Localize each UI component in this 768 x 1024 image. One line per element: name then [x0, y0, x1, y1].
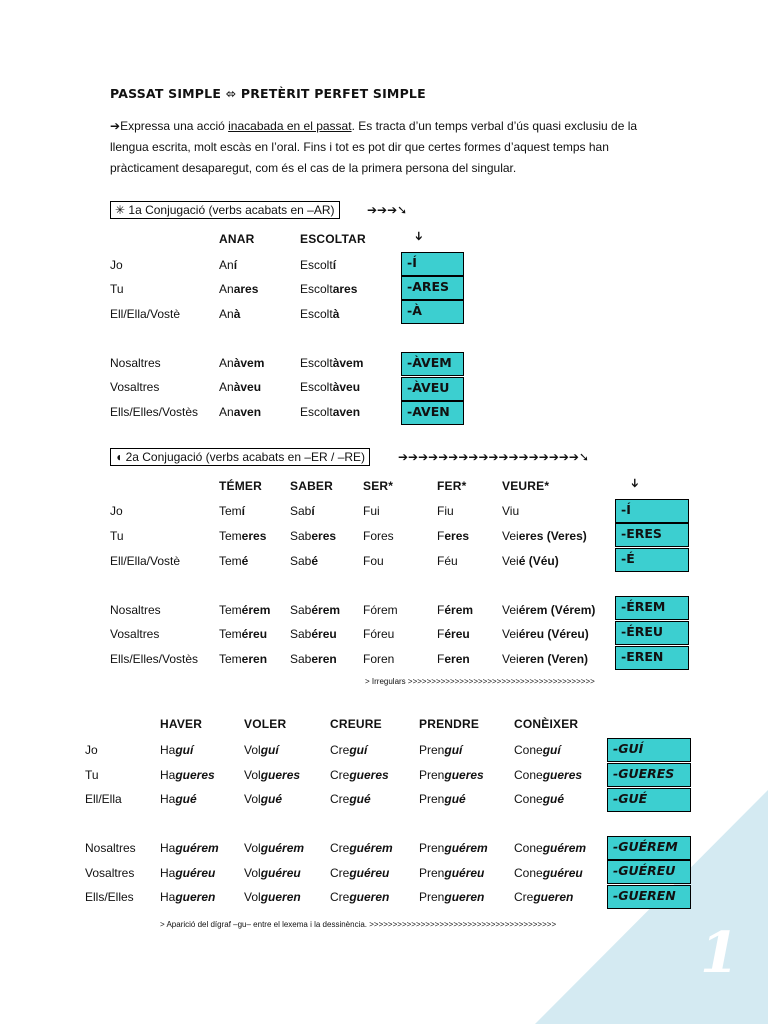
verb-form: Creguérem [330, 841, 393, 855]
ending-box: -GUÉREM [607, 836, 691, 860]
verb-form: Feres [437, 529, 470, 543]
verb-form: Sabéreu [290, 627, 337, 641]
verb-form: Fiu [437, 504, 454, 518]
verb-form: Creguéreu [330, 866, 390, 880]
irregular-header: PRENDRE [419, 717, 480, 731]
conj1-arrows-icon: ➔➔➔➘ [367, 203, 408, 217]
verb-form: Anàvem [219, 356, 265, 370]
verb-form: Veié (Véu) [502, 554, 559, 568]
verb-form: Féreu [437, 627, 470, 641]
verb-form: Aní [219, 258, 238, 272]
verb-form: Cregué [330, 792, 371, 806]
person-label: Tu [85, 768, 99, 782]
irregulars-note: > Irregulars >>>>>>>>>>>>>>>>>>>>>>>>>>>>>>>>>>>>>>>> [365, 677, 595, 686]
verb-form: Saberes [290, 529, 337, 543]
arrow-icon: ➔ [110, 119, 121, 133]
conj1-header: ANAR [219, 232, 255, 246]
verb-form: Cregueren [330, 890, 390, 904]
ending-box: -ÀVEU [401, 377, 464, 401]
verb-form: Temeres [219, 529, 267, 543]
ending-box: -Í [615, 499, 689, 523]
person-label: Ell/Ella/Vostè [110, 554, 181, 568]
conj2-arrows-icon: ➔➔➔➔➔➔➔➔➔➔➔➔➔➔➔➔➔➔➘ [398, 450, 590, 464]
verb-form: Conegué [514, 792, 565, 806]
verb-form: Veiéreu (Véreu) [502, 627, 589, 641]
verb-form: Volguí [244, 743, 279, 757]
conj2-header: TÉMER [219, 479, 262, 493]
verb-form: Temí [219, 504, 246, 518]
verb-form: Coneguéreu [514, 866, 583, 880]
person-label: Jo [110, 258, 123, 272]
verb-form: Anà [219, 307, 241, 321]
ending-box: -ÉREU [615, 621, 689, 645]
conj1-label: ✳ 1a Conjugació (verbs acabats en –AR) [110, 201, 340, 219]
person-label: Vosaltres [85, 866, 135, 880]
verb-form: Hagueren [160, 890, 216, 904]
verb-form: Volgué [244, 792, 283, 806]
conj2-label: ◖ 2a Conjugació (verbs acabats en –ER / –RE) [110, 448, 370, 466]
verb-form: Viu [502, 504, 520, 518]
verb-form: Hagué [160, 792, 197, 806]
verb-form: Haguérem [160, 841, 219, 855]
verb-form: Férem [437, 603, 474, 617]
verb-form: Coneguérem [514, 841, 587, 855]
verb-form: Anaven [219, 405, 262, 419]
person-label: Jo [110, 504, 123, 518]
verb-form: Temérem [219, 603, 271, 617]
verb-form: Fóreu [363, 627, 395, 641]
ending-box: -ERES [615, 523, 689, 547]
person-label: Ells/Elles [85, 890, 134, 904]
verb-form: Prenguérem [419, 841, 488, 855]
verb-form: Coneguí [514, 743, 561, 757]
verb-form: Conegueres [514, 768, 583, 782]
conj1-header: ESCOLTAR [300, 232, 366, 246]
verb-form: Prengueren [419, 890, 485, 904]
verb-form: Anàveu [219, 380, 262, 394]
intro-text-end: . Es tracta d’un temps verbal d’ús quasi exclusiu de la llengua escrita, molt escàs en l’oral. Fins i tot es pot dir que certes formes d’aquest temps han pràcticament desaparegut, com és el cas de la primera persona del singular. [110, 119, 638, 175]
verb-form: Cregueren [514, 890, 574, 904]
intro-underlined: inacabada en el passat [228, 119, 352, 133]
person-label: Ell/Ella [85, 792, 122, 806]
verb-form: Escoltí [300, 258, 337, 272]
ending-box: -GUÉREU [607, 860, 691, 884]
digraph-note: > Aparició del dígraf –gu– entre el lexema i la dessinència. >>>>>>>>>>>>>>>>>>>>>>>>>>>>>>>>>>>>>>>> [160, 920, 557, 929]
verb-form: Feren [437, 652, 470, 666]
down-arrow-icon-2: ➔ [628, 477, 643, 489]
verb-form: Haguéreu [160, 866, 216, 880]
verb-form: Temé [219, 554, 249, 568]
verb-form: Anares [219, 282, 259, 296]
person-label: Ells/Elles/Vostès [110, 405, 199, 419]
verb-form: Prenguí [419, 743, 463, 757]
person-label: Nosaltres [110, 356, 161, 370]
person-label: Jo [85, 743, 98, 757]
verb-form: Prengué [419, 792, 466, 806]
person-label: Tu [110, 529, 124, 543]
intro-paragraph [110, 116, 660, 179]
ending-box: -ÉREM [615, 596, 689, 620]
conj2-header: SABER [290, 479, 334, 493]
ending-box: -GUEREN [607, 885, 691, 909]
verb-form: Sabé [290, 554, 319, 568]
ending-box: -GUÉ [607, 788, 691, 812]
person-label: Ells/Elles/Vostès [110, 652, 199, 666]
verb-form: Cregueres [330, 768, 389, 782]
verb-form: Féu [437, 554, 458, 568]
verb-form: Escoltaven [300, 405, 361, 419]
verb-form: Hagueres [160, 768, 215, 782]
page-number: 1 [700, 920, 739, 986]
verb-form: Escoltàvem [300, 356, 364, 370]
verb-form: Volguéreu [244, 866, 301, 880]
verb-form: Volguérem [244, 841, 305, 855]
ending-box: -Í [401, 252, 464, 276]
ending-box: -GUERES [607, 763, 691, 787]
verb-form: Prengueres [419, 768, 484, 782]
irregular-header: VOLER [244, 717, 287, 731]
verb-form: Temeren [219, 652, 268, 666]
ending-box: -EREN [615, 646, 689, 670]
person-label: Vosaltres [110, 380, 160, 394]
person-label: Nosaltres [85, 841, 136, 855]
verb-form: Fores [363, 529, 394, 543]
person-label: Nosaltres [110, 603, 161, 617]
verb-form: Volgueres [244, 768, 301, 782]
ending-box: -À [401, 300, 464, 324]
down-arrow-icon: ➔ [412, 230, 427, 242]
verb-form: Escoltà [300, 307, 340, 321]
irregular-header: CREURE [330, 717, 382, 731]
verb-form: Prenguéreu [419, 866, 485, 880]
verb-form: Veiérem (Vérem) [502, 603, 596, 617]
verb-form: Fui [363, 504, 380, 518]
ending-box: -ARES [401, 276, 464, 300]
irregular-header: CONÈIXER [514, 717, 579, 731]
verb-form: Fou [363, 554, 384, 568]
conj2-header: VEURE* [502, 479, 550, 493]
verb-form: Haguí [160, 743, 194, 757]
person-label: Tu [110, 282, 124, 296]
ending-box: -É [615, 548, 689, 572]
verb-form: Volgueren [244, 890, 301, 904]
ending-box: -GUÍ [607, 738, 691, 762]
ending-box: -AVEN [401, 401, 464, 425]
verb-form: Sabérem [290, 603, 341, 617]
irregular-header: HAVER [160, 717, 203, 731]
person-label: Vosaltres [110, 627, 160, 641]
verb-form: Escoltàveu [300, 380, 361, 394]
verb-form: Saberen [290, 652, 337, 666]
ending-box: -ÀVEM [401, 352, 464, 376]
conj2-header: FER* [437, 479, 467, 493]
intro-text-start: Expressa una acció [120, 119, 229, 133]
conj2-header: SER* [363, 479, 394, 493]
person-label: Ell/Ella/Vostè [110, 307, 181, 321]
verb-form: Fórem [363, 603, 398, 617]
verb-form: Sabí [290, 504, 315, 518]
verb-form: Veieres (Veres) [502, 529, 587, 543]
verb-form: Escoltares [300, 282, 358, 296]
verb-form: Teméreu [219, 627, 268, 641]
verb-form: Foren [363, 652, 395, 666]
verb-form: Creguí [330, 743, 368, 757]
page-title: PASSAT SIMPLE ⬄ PRETÈRIT PERFET SIMPLE [110, 86, 426, 101]
verb-form: Veieren (Veren) [502, 652, 589, 666]
